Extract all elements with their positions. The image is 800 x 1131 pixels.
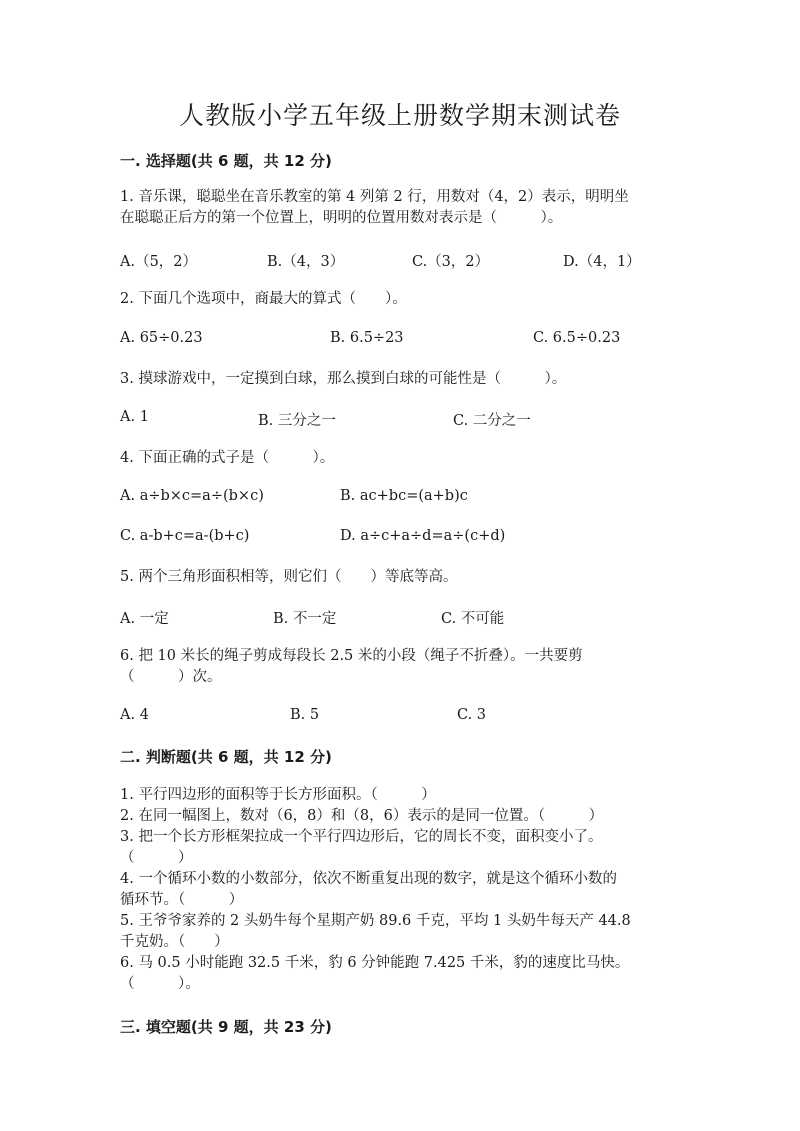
question-4-option-b: B. ac+bc=(a+b)c: [340, 488, 468, 504]
question-5-option-b: B. 不一定: [273, 611, 337, 627]
question-5-option-c: C. 不可能: [441, 611, 505, 627]
question-6-option-a: A. 4: [120, 707, 149, 723]
question-1-option-b: B.（4，3）: [267, 254, 345, 270]
question-4-option-d: D. a÷c+a÷d=a÷(c+d): [340, 528, 506, 544]
question-1-option-c: C.（3，2）: [412, 254, 490, 270]
section-heading-judge: 二. 判断题(共 6 题，共 12 分): [120, 748, 332, 766]
question-6-text-cont: （ ）次。: [120, 669, 222, 685]
question-3-option-c: C. 二分之一: [453, 413, 531, 429]
question-4-option-c: C. a-b+c=a-(b+c): [120, 528, 250, 544]
question-4-option-a: A. a÷b×c=a÷(b×c): [120, 488, 264, 504]
section-heading-choice: 一. 选择题(共 6 题，共 12 分): [120, 152, 332, 170]
question-6-option-c: C. 3: [457, 707, 487, 723]
judge-item-line: （ ）: [120, 850, 193, 866]
question-5-option-a: A. 一定: [120, 611, 169, 627]
question-3-option-a: A. 1: [120, 409, 149, 425]
question-1-text-cont: 在聪聪正后方的第一个位置上，明明的位置用数对表示是（ ）。: [120, 210, 563, 226]
question-5-text: 5. 两个三角形面积相等，则它们（ ）等底等高。: [120, 569, 458, 585]
question-3-text: 3. 摸球游戏中，一定摸到白球，那么摸到白球的可能性是（ ）。: [120, 371, 567, 387]
question-2-option-c: C. 6.5÷0.23: [533, 330, 621, 346]
section-heading-fill: 三. 填空题(共 9 题，共 23 分): [120, 1018, 332, 1036]
judge-item-line: 3. 把一个长方形框架拉成一个平行四边形后，它的周长不变，面积变小了。: [120, 829, 603, 845]
question-1-option-d: D.（4，1）: [563, 254, 641, 270]
judge-item-line: 1. 平行四边形的面积等于长方形面积。（ ）: [120, 787, 436, 803]
judge-item-line: 循环节。（ ）: [120, 892, 244, 908]
judge-item-line: 5. 王爷爷家养的 2 头奶牛每个星期产奶 89.6 千克，平均 1 头奶牛每天产 44.8: [120, 913, 631, 929]
question-2-option-a: A. 65÷0.23: [120, 330, 203, 346]
judge-item-line: （ ）。: [120, 976, 200, 992]
judge-item-line: 2. 在同一幅图上，数对（6，8）和（8，6）表示的是同一位置。（ ）: [120, 808, 604, 824]
question-2-option-b: B. 6.5÷23: [330, 330, 404, 346]
question-3-option-b: B. 三分之一: [258, 413, 336, 429]
question-6-option-b: B. 5: [290, 707, 320, 723]
judge-item-line: 千克奶。（ ）: [120, 934, 229, 950]
question-6-text: 6. 把 10 米长的绳子剪成每段长 2.5 米的小段（绳子不折叠）。一共要剪: [120, 648, 583, 664]
question-2-text: 2. 下面几个选项中，商最大的算式（ ）。: [120, 291, 407, 307]
question-1-text: 1. 音乐课，聪聪坐在音乐教室的第 4 列第 2 行，用数对（4，2）表示，明明坐: [120, 189, 629, 205]
judge-item-line: 6. 马 0.5 小时能跑 32.5 千米，豹 6 分钟能跑 7.425 千米，豹的速度比马快。: [120, 955, 630, 971]
question-4-text: 4. 下面正确的式子是（ ）。: [120, 450, 335, 466]
judge-item-line: 4. 一个循环小数的小数部分，依次不断重复出现的数字，就是这个循环小数的: [120, 871, 617, 887]
page-title: 人教版小学五年级上册数学期末测试卷: [178, 101, 621, 130]
question-1-option-a: A.（5，2）: [120, 254, 198, 270]
